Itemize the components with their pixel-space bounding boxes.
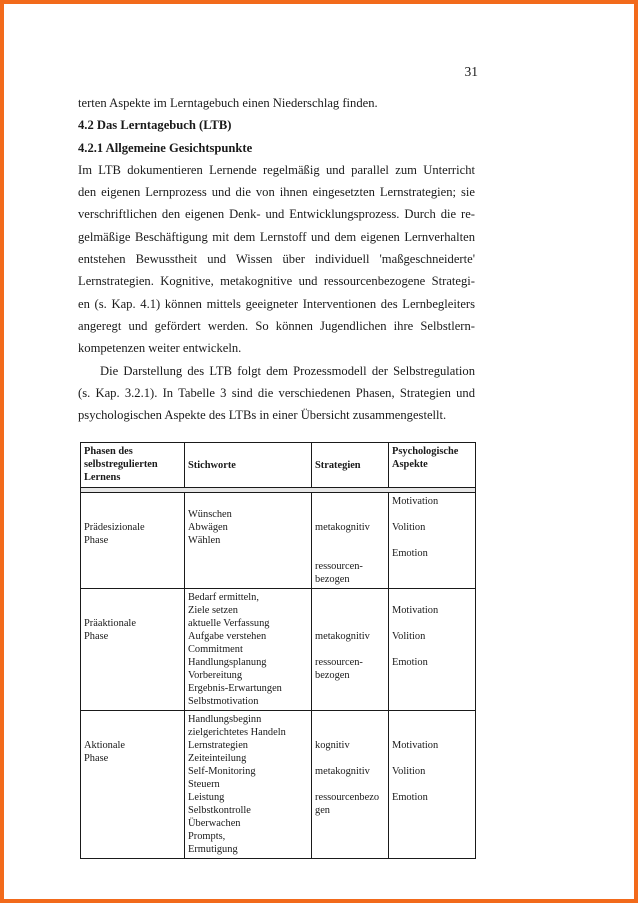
cell-line: Volition — [392, 522, 426, 533]
cell-line — [315, 547, 385, 560]
cell-line: metakognitiv — [315, 631, 370, 642]
cell-line: ressourcenbezo — [315, 792, 380, 803]
cell-line: Selbstmotivation — [188, 696, 259, 707]
table-header-row — [81, 443, 476, 488]
header-phase: Phasen des selbstregulierten Lernens — [81, 443, 185, 488]
header-psych: Psychologische Aspekte — [389, 443, 476, 488]
cell-line — [392, 778, 472, 791]
cell-line: Steuern — [188, 779, 220, 790]
cell-line: Emotion — [392, 792, 428, 803]
cell-line: Ergebnis-Erwartungen — [188, 683, 282, 694]
cell-phase — [81, 493, 185, 589]
cell-line: Motivation — [392, 496, 439, 507]
cell-strategies — [312, 493, 389, 589]
cell-line: Aktionale — [84, 740, 125, 751]
cell-line: Präaktionale — [84, 618, 136, 629]
cell-line: Bedarf ermitteln, — [188, 592, 259, 603]
cell-line: Handlungsbeginn — [188, 714, 262, 725]
cell-line: Phase — [84, 631, 109, 642]
subsection-heading: 4.2.1 Allgemeine Gesichtspunkte — [78, 140, 253, 155]
cell-line — [392, 508, 472, 521]
cell-line — [315, 752, 385, 765]
cell-psych — [389, 589, 476, 711]
paragraph-line: kompetenzen weiter entwickeln. — [78, 341, 242, 356]
cell-line — [315, 495, 385, 508]
cell-line: Self-Monitoring — [188, 766, 256, 777]
phases-table — [80, 442, 476, 859]
paragraph-line: en (s. Kap. 4.1) können mittels geeigneter Interventionen des Lernbegleiters — [78, 296, 475, 311]
cell-line — [315, 713, 385, 726]
cell-keywords — [185, 493, 312, 589]
cell-line: Aufgabe verstehen — [188, 631, 267, 642]
cell-line — [315, 604, 385, 617]
cell-line — [315, 534, 385, 547]
table-row — [81, 493, 476, 589]
paragraph-line: gelmäßige Beschäftigung mit dem Lernstoff und dem eigenen Lernverhalten — [78, 229, 475, 244]
paragraph-line: psychologischen Aspekte des LTBs in einer Übersicht zusammengestellt. — [78, 408, 447, 423]
cell-line: Motivation — [392, 605, 439, 616]
paragraph-line: entstehen Bewusstheit und Wissen über individuell 'maßgeschneiderte' — [78, 252, 475, 267]
cell-line: Handlungsplanung — [188, 657, 267, 668]
cell-line — [392, 726, 472, 739]
page-number: 31 — [464, 64, 478, 79]
paragraph-line: Lernstrategien. Kognitive, metakognitive und ressourcenbezogene Strategi- — [78, 274, 475, 289]
cell-keywords — [185, 711, 312, 859]
body-text — [78, 92, 475, 426]
cell-line — [188, 495, 308, 508]
cell-line: Ermutigung — [188, 844, 238, 855]
cell-line: Zeiteinteilung — [188, 753, 247, 764]
cell-line: Leistung — [188, 792, 225, 803]
cell-line: Wählen — [188, 535, 221, 546]
paragraph-line: Die Darstellung des LTB folgt dem Prozessmodell der Selbstregulation — [100, 363, 475, 378]
cell-line: Prompts, — [188, 831, 226, 842]
cell-line: bezogen — [315, 670, 350, 681]
cell-line: Volition — [392, 631, 426, 642]
header-strategies: Strategien — [312, 443, 389, 488]
section-heading: 4.2 Das Lerntagebuch (LTB) — [78, 118, 232, 133]
cell-phase — [81, 589, 185, 711]
paragraph-line: verschriftlichen den eigenen Denk- und Entwicklungsprozess. Durch die re- — [78, 207, 475, 222]
table-row — [81, 711, 476, 859]
cell-line: bezogen — [315, 574, 350, 585]
cell-line: zielgerichtetes Handeln — [188, 727, 286, 738]
cell-keywords — [185, 589, 312, 711]
cell-line — [84, 591, 181, 604]
cell-line — [392, 752, 472, 765]
cell-strategies — [312, 589, 389, 711]
cell-psych — [389, 493, 476, 589]
cell-line — [315, 508, 385, 521]
cell-line: Vorbereitung — [188, 670, 243, 681]
paragraph-line: angeregt und gefördert werden. So können Jugendlichen ihre Selbstlern- — [78, 318, 475, 333]
cell-line: gen — [315, 805, 331, 816]
cell-line — [315, 643, 385, 656]
cell-line — [392, 617, 472, 630]
cell-phase — [81, 711, 185, 859]
cell-line — [84, 508, 181, 521]
cell-line — [392, 591, 472, 604]
cell-line: Lernstrategien — [188, 740, 249, 751]
cell-line: Phase — [84, 753, 109, 764]
cell-line: metakognitiv — [315, 766, 370, 777]
paragraph-1 — [78, 159, 475, 360]
cell-line — [84, 495, 181, 508]
cell-line — [392, 643, 472, 656]
cell-line: Phase — [84, 535, 109, 546]
cell-line: Selbstkontrolle — [188, 805, 251, 816]
cell-line — [315, 778, 385, 791]
header-keywords: Stichworte — [185, 443, 312, 488]
cell-line — [84, 713, 181, 726]
intro-tail: terten Aspekte im Lerntagebuch einen Niederschlag finden. — [78, 96, 378, 110]
cell-line — [315, 617, 385, 630]
cell-line: Abwägen — [188, 522, 228, 533]
paragraph-2 — [78, 360, 475, 427]
paragraph-line: den eigenen Lernprozess und die von ihnen eingesetzten Lernstrategien; sie — [78, 185, 475, 200]
cell-line — [315, 726, 385, 739]
cell-line: Commitment — [188, 644, 243, 655]
table-row — [81, 589, 476, 711]
cell-line: Überwachen — [188, 818, 241, 829]
cell-line — [84, 726, 181, 739]
cell-line: aktuelle Verfassung — [188, 618, 270, 629]
cell-line: Volition — [392, 766, 426, 777]
cell-line — [392, 713, 472, 726]
cell-psych — [389, 711, 476, 859]
cell-line: Motivation — [392, 740, 439, 751]
cell-line: Prädesizionale — [84, 522, 145, 533]
paragraph-line: (s. Kap. 3.2.1). In Tabelle 3 sind die verschiedenen Phasen, Strategien und — [78, 385, 475, 400]
paragraph-line: Im LTB dokumentieren Lernende regelmäßig und parallel zum Unterricht — [78, 162, 475, 177]
cell-line: metakognitiv — [315, 522, 370, 533]
cell-line: Emotion — [392, 657, 428, 668]
cell-line: Ziele setzen — [188, 605, 238, 616]
cell-line — [315, 591, 385, 604]
cell-line — [84, 604, 181, 617]
cell-strategies — [312, 711, 389, 859]
cell-line: kognitiv — [315, 740, 350, 751]
cell-line: ressourcen- — [315, 561, 363, 572]
cell-line: Wünschen — [188, 509, 232, 520]
cell-line: Emotion — [392, 548, 428, 559]
cell-line: ressourcen- — [315, 657, 363, 668]
cell-line — [392, 534, 472, 547]
